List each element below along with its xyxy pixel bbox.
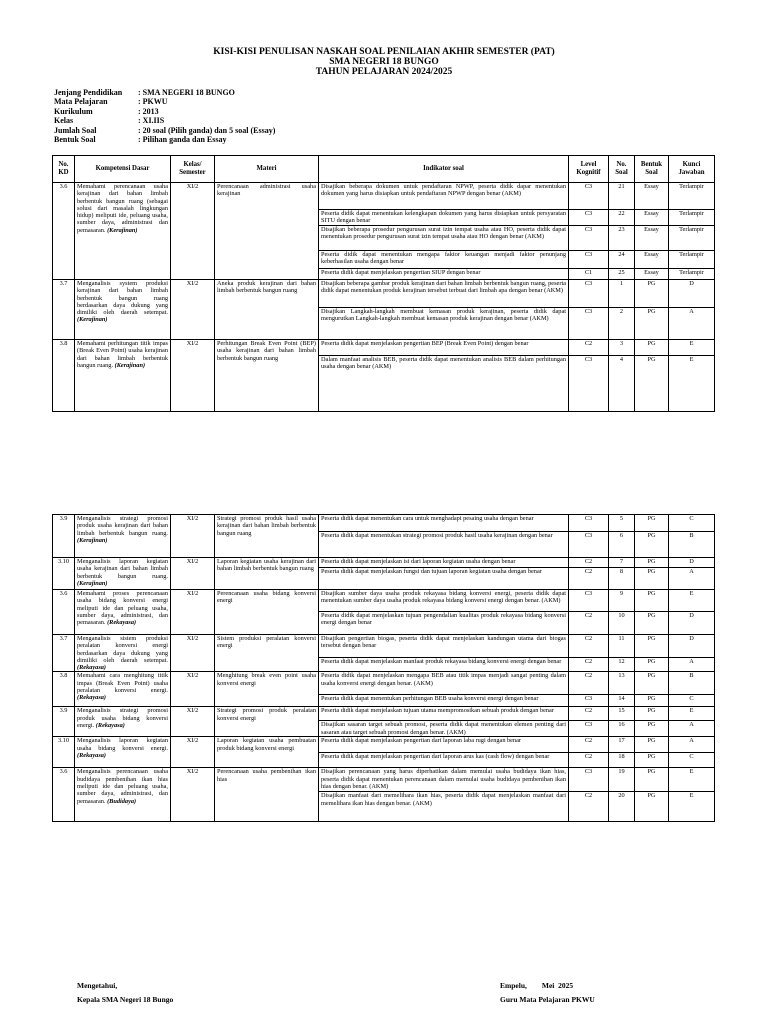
no-soal: 2 bbox=[609, 308, 635, 340]
level-kognitif: C3 bbox=[569, 356, 609, 412]
meta-row bbox=[54, 116, 275, 125]
no-soal: 24 bbox=[609, 251, 635, 269]
bentuk-soal: PG bbox=[635, 721, 669, 737]
kompetensi-dasar bbox=[75, 183, 171, 280]
level-kognitif: C2 bbox=[569, 340, 609, 356]
no-soal: 4 bbox=[609, 356, 635, 412]
no-soal: 18 bbox=[609, 753, 635, 768]
kunci-jawaban: C bbox=[669, 695, 715, 707]
kompetensi-dasar bbox=[75, 707, 171, 737]
kunci-jawaban: D bbox=[669, 635, 715, 658]
bentuk-soal: Essay bbox=[635, 269, 669, 280]
indikator-soal: Disajikan perencanaan yang harus diperhatikan dalam memulai usaha budidaya ikan hias, peserta didik dapat menentukan perencanaan dalam memulai usaha budidaya pembenihan ikan hias dengan benar. (AKM) bbox=[319, 768, 569, 792]
kompetensi-text: Menganalisis system produksi kerajinan dari bahan limbah berbentuk bangun ruang berdasarkan daya dukung yang dimiliki oleh daerah setempat. bbox=[77, 280, 168, 317]
footer-teacher-title: Guru Mata Pelajaran PKWU bbox=[500, 995, 595, 1004]
level-kognitif: C3 bbox=[569, 532, 609, 558]
meta-label: Jumlah Soal bbox=[54, 125, 97, 135]
kd-number: 3.9 bbox=[53, 707, 75, 737]
meta-row bbox=[54, 107, 275, 116]
bentuk-soal: PG bbox=[635, 695, 669, 707]
kompetensi-text: Memahami cara menghitung titik impas (Break Even Point) usaha peralatan konversi energi. bbox=[77, 672, 168, 695]
indikator-soal: Peserta didik dapat menentukan mengapa faktor keuangan menjadi faktor penunjang keberhasilan usaha dengan benar bbox=[319, 251, 569, 269]
meta-label: Kelas bbox=[54, 116, 74, 126]
kompetensi-dasar bbox=[75, 280, 171, 340]
indikator-soal: Peserta didik dapat menjelaskan pengertian dari laporan arus kas (cash flow) dengan benar bbox=[319, 753, 569, 768]
bentuk-soal: Essay bbox=[635, 210, 669, 226]
table-row bbox=[53, 672, 715, 695]
bentuk-soal: PG bbox=[635, 753, 669, 768]
materi: Strategi promosi produk hasil usaha kerajinan dari bahan limbah berbentuk bangun ruang bbox=[215, 515, 319, 558]
level-kognitif: C3 bbox=[569, 251, 609, 269]
meta-value: : Pilihan ganda dan Essay bbox=[138, 135, 227, 145]
bentuk-soal: PG bbox=[635, 280, 669, 308]
level-kognitif: C3 bbox=[569, 226, 609, 251]
kd-number: 3.8 bbox=[53, 672, 75, 707]
kisi-kisi-table-1 bbox=[52, 155, 715, 412]
no-soal: 7 bbox=[609, 558, 635, 568]
meta-value: : 20 soal (Pilih ganda) dan 5 soal (Essay) bbox=[138, 125, 276, 135]
indikator-soal: Disajikan beberapa prosedur pengurusan surat izin tempat usaha atau HO, peserta didik dapat menentukan prosedur pengurusan surat izin tempat usaha atau HO dengan benar (AKM) bbox=[319, 226, 569, 251]
indikator-soal: Peserta didik dapat menentukan perhitungan BEB usaha konversi energi dengan benar bbox=[319, 695, 569, 707]
no-soal: 15 bbox=[609, 707, 635, 721]
indikator-soal: Disajikan beberapa gambar produk kerajinan dari bahan limbah berbentuk bangun ruang, peserta didik dapat menentukan produk kerajinan tersebut terbuat dari limbah apa dengan benar (AKM) bbox=[319, 280, 569, 308]
indikator-soal: Peserta didik dapat menjelaskan pengertian dari laporan laba rugi dengan benar bbox=[319, 737, 569, 753]
kelas-semester: XI/2 bbox=[171, 280, 215, 340]
kd-number: 3.6 bbox=[53, 183, 75, 280]
kompetensi-dasar bbox=[75, 737, 171, 768]
indikator-soal: Peserta didik dapat menjelaskan fungsi dan tujuan laporan kegiatan usaha dengan benar bbox=[319, 568, 569, 590]
kd-number: 3.9 bbox=[53, 515, 75, 558]
bentuk-soal: PG bbox=[635, 356, 669, 412]
table-row bbox=[53, 737, 715, 753]
bentuk-soal: PG bbox=[635, 792, 669, 822]
bentuk-soal: Essay bbox=[635, 183, 669, 210]
table-row bbox=[53, 515, 715, 532]
no-soal: 5 bbox=[609, 515, 635, 532]
kompetensi-dasar bbox=[75, 340, 171, 412]
level-kognitif: C2 bbox=[569, 657, 609, 672]
footer-principal-title: Kepala SMA Negeri 18 Bungo bbox=[77, 995, 174, 1004]
no-soal: 8 bbox=[609, 568, 635, 590]
materi: Perhitungan Break Even Point (BEP) usaha kerajinan dari bahan limbah berbentuk bangun ruang bbox=[215, 340, 319, 412]
kelas-semester: XI/2 bbox=[171, 183, 215, 280]
materi: Strategi promosi produk peralatan konversi energi bbox=[215, 707, 319, 737]
meta-value: : 2013 bbox=[138, 106, 159, 116]
kompetensi-tag: (Kerajinan) bbox=[107, 226, 138, 234]
meta-row bbox=[54, 135, 275, 144]
col-header-bentuk: Bentuk Soal bbox=[635, 156, 669, 183]
document-meta bbox=[54, 88, 275, 144]
indikator-soal: Peserta didik dapat menjelaskan isi dari laporan kegiatan usaha dengan benar bbox=[319, 558, 569, 568]
meta-value: : XI.IIS bbox=[138, 116, 165, 126]
kompetensi-dasar bbox=[75, 515, 171, 558]
kd-number: 3.7 bbox=[53, 635, 75, 672]
indikator-soal: Peserta didik dapat menjelaskan tujuan utama mempromosikan sebuah produk dengan benar bbox=[319, 707, 569, 721]
table-row bbox=[53, 635, 715, 658]
kompetensi-text: Memahami perhitungan titik impas (Break Even Point) usaha kerajinan dari bahan limbah berbentuk bangun ruang. bbox=[77, 340, 168, 369]
no-soal: 13 bbox=[609, 672, 635, 695]
kompetensi-tag: (Kerajinan) bbox=[77, 536, 108, 544]
kunci-jawaban: A bbox=[669, 737, 715, 753]
level-kognitif: C2 bbox=[569, 568, 609, 590]
bentuk-soal: PG bbox=[635, 558, 669, 568]
bentuk-soal: PG bbox=[635, 672, 669, 695]
indikator-soal: Peserta didik dapat menentukan cara untuk menghadapi pesaing usaha dengan benar bbox=[319, 515, 569, 532]
level-kognitif: C2 bbox=[569, 737, 609, 753]
level-kognitif: C2 bbox=[569, 612, 609, 635]
level-kognitif: C3 bbox=[569, 280, 609, 308]
materi: Menghitung break even point usaha konversi energi bbox=[215, 672, 319, 707]
materi: Perencanaan administrasi usaha kerajinan bbox=[215, 183, 319, 280]
level-kognitif: C3 bbox=[569, 590, 609, 612]
level-kognitif: C3 bbox=[569, 768, 609, 792]
table-row bbox=[53, 340, 715, 356]
bentuk-soal: PG bbox=[635, 768, 669, 792]
kompetensi-text: Menganalisis strategi promosi produk usaha bidang konversi energi. bbox=[77, 707, 168, 730]
kd-number: 3.8 bbox=[53, 340, 75, 412]
bentuk-soal: PG bbox=[635, 657, 669, 672]
kunci-jawaban: Terlampir bbox=[669, 269, 715, 280]
kompetensi-tag: (Kerajinan) bbox=[77, 579, 108, 587]
kompetensi-dasar bbox=[75, 672, 171, 707]
col-header-indikator: Indikator soal bbox=[319, 156, 569, 183]
kelas-semester: XI/2 bbox=[171, 515, 215, 558]
kompetensi-dasar bbox=[75, 635, 171, 672]
level-kognitif: C3 bbox=[569, 308, 609, 340]
no-soal: 9 bbox=[609, 590, 635, 612]
bentuk-soal: PG bbox=[635, 612, 669, 635]
col-header-level: Level Kognitif bbox=[569, 156, 609, 183]
kompetensi-dasar bbox=[75, 590, 171, 635]
kompetensi-tag: (Budidaya) bbox=[107, 797, 137, 805]
indikator-soal: Peserta didik dapat menentukan kelengkapan dokumen yang harus disiapkan untuk persyaratan SITU dengan benar bbox=[319, 210, 569, 226]
indikator-soal: Peserta didik dapat menjelaskan manfaat produk rekayasa bidang konversi energi dengan benar bbox=[319, 657, 569, 672]
kunci-jawaban: E bbox=[669, 356, 715, 412]
kelas-semester: XI/2 bbox=[171, 768, 215, 822]
kompetensi-tag: (Rekayasa) bbox=[77, 664, 107, 672]
bentuk-soal: PG bbox=[635, 707, 669, 721]
kunci-jawaban: B bbox=[669, 532, 715, 558]
kunci-jawaban: D bbox=[669, 280, 715, 308]
no-soal: 16 bbox=[609, 721, 635, 737]
no-soal: 20 bbox=[609, 792, 635, 822]
level-kognitif: C2 bbox=[569, 753, 609, 768]
col-header-no-soal: No. Soal bbox=[609, 156, 635, 183]
footer-place-date: Empelu, Mei 2025 bbox=[500, 981, 574, 990]
kunci-jawaban: A bbox=[669, 568, 715, 590]
kompetensi-dasar bbox=[75, 558, 171, 590]
meta-value: : SMA NEGERI 18 BUNGO bbox=[138, 88, 235, 97]
kunci-jawaban: E bbox=[669, 590, 715, 612]
meta-label: Bentuk Soal bbox=[54, 135, 96, 145]
kunci-jawaban: E bbox=[669, 340, 715, 356]
bentuk-soal: Essay bbox=[635, 251, 669, 269]
level-kognitif: C2 bbox=[569, 635, 609, 658]
materi: Perencanaan usaha pembenihan ikan hias bbox=[215, 768, 319, 822]
kunci-jawaban: E bbox=[669, 792, 715, 822]
level-kognitif: C3 bbox=[569, 721, 609, 737]
bentuk-soal: PG bbox=[635, 340, 669, 356]
bentuk-soal: PG bbox=[635, 568, 669, 590]
kd-number: 3.6 bbox=[53, 768, 75, 822]
no-soal: 21 bbox=[609, 183, 635, 210]
kd-number: 3.6 bbox=[53, 590, 75, 635]
bentuk-soal: PG bbox=[635, 590, 669, 612]
col-header-no-kd: No. KD bbox=[53, 156, 75, 183]
kunci-jawaban: Terlampir bbox=[669, 226, 715, 251]
indikator-soal: Peserta didik dapat menjelaskan pengertian BEP (Break Even Point) dengan benar bbox=[319, 340, 569, 356]
bentuk-soal: PG bbox=[635, 532, 669, 558]
table-row bbox=[53, 183, 715, 210]
kompetensi-text: Memahami perencanaan usaha kerajinan dari bahan limbah berbentuk bangun ruang (sebagai solusi dari masalah lingkungan hidup) meliputi ide, peluang usaha, sumber daya, administrasi dan pemasaran. bbox=[77, 183, 168, 234]
bentuk-soal: Essay bbox=[635, 226, 669, 251]
materi: Perencanaan usaha bidang konversi energi bbox=[215, 590, 319, 635]
kompetensi-tag: (Kerajinan) bbox=[114, 361, 146, 369]
materi: Aneka produk kerajinan dari bahan limbah berbentuk bangun ruang bbox=[215, 280, 319, 340]
kompetensi-tag: (Rekayasa) bbox=[95, 722, 125, 730]
kunci-jawaban: Terlampir bbox=[669, 210, 715, 226]
col-header-kunci: Kunci Jawaban bbox=[669, 156, 715, 183]
indikator-soal: Peserta didik dapat menentukan strategi promosi produk hasil usaha kerajinan dengan benar bbox=[319, 532, 569, 558]
kompetensi-text: Menganalisis strategi promosi produk usaha kerajinan dari bahan limbah berbentuk bangun ruang. bbox=[77, 515, 168, 537]
level-kognitif: C2 bbox=[569, 672, 609, 695]
no-soal: 1 bbox=[609, 280, 635, 308]
bentuk-soal: PG bbox=[635, 737, 669, 753]
materi: Laporan kegiatan usaha pembuatan produk bidang konversi energi bbox=[215, 737, 319, 768]
meta-label: Jenjang Pendidikan bbox=[54, 88, 123, 97]
kunci-jawaban: E bbox=[669, 707, 715, 721]
meta-row bbox=[54, 88, 275, 97]
indikator-soal: Disajikan manfaat dari memelihara ikan hias, peserta didik dapat menjelaskan manfaat dari memelihara ikan hias dengan benar. (AKM) bbox=[319, 792, 569, 822]
level-kognitif: C2 bbox=[569, 558, 609, 568]
kelas-semester: XI/2 bbox=[171, 707, 215, 737]
kunci-jawaban: B bbox=[669, 672, 715, 695]
no-soal: 10 bbox=[609, 612, 635, 635]
kd-number: 3.10 bbox=[53, 558, 75, 590]
kisi-kisi-table-2 bbox=[52, 514, 715, 822]
level-kognitif: C2 bbox=[569, 707, 609, 721]
materi: Sistem produksi peralatan konversi energi bbox=[215, 635, 319, 672]
kunci-jawaban: C bbox=[669, 515, 715, 532]
indikator-soal: Peserta didik dapat menjelaskan tujuan pengendalian kualitas produk rekayasa bidang konversi energi dengan benar bbox=[319, 612, 569, 635]
kelas-semester: XI/2 bbox=[171, 737, 215, 768]
indikator-soal: Dalam manfaat analisis BEB, peserta didik dapat menentukan analisis BEB dalam perhitungan usaha dengan benar (AKM) bbox=[319, 356, 569, 412]
kelas-semester: XI/2 bbox=[171, 590, 215, 635]
indikator-soal: Disajikan Langkah-langkah membuat kemasan produk kerajinan, peserta didik dapat mengurutkan Langkah-langkah membuat kemasan produk kerajinan dengan benar (AKM) bbox=[319, 308, 569, 340]
kunci-jawaban: D bbox=[669, 612, 715, 635]
indikator-soal: Disajikan sasaran target sebuah promosi, peserta didik dapat menentukan elemen penting dari sasaran atau target sebuah promosi dengan benar. (AKM) bbox=[319, 721, 569, 737]
kompetensi-text: Memahami proses perencanaan usaha bidang konversi energi meliputi ide dan peluang usaha, sumber daya, administrasi, dan pemasaran. bbox=[77, 590, 168, 627]
level-kognitif: C3 bbox=[569, 210, 609, 226]
kompetensi-text: Menganalisis laporan kegiatan usaha kerajinan dari bahan limbah berbentuk bangun ruang. bbox=[77, 558, 168, 580]
no-soal: 6 bbox=[609, 532, 635, 558]
bentuk-soal: PG bbox=[635, 308, 669, 340]
no-soal: 25 bbox=[609, 269, 635, 280]
kd-number: 3.10 bbox=[53, 737, 75, 768]
bentuk-soal: PG bbox=[635, 635, 669, 658]
kompetensi-tag: (Rekayasa) bbox=[107, 619, 137, 627]
meta-row bbox=[54, 126, 275, 135]
kompetensi-tag: (Kerajinan) bbox=[77, 316, 108, 324]
meta-row bbox=[54, 97, 275, 106]
kelas-semester: XI/2 bbox=[171, 558, 215, 590]
kd-number: 3.7 bbox=[53, 280, 75, 340]
kunci-jawaban: Terlampir bbox=[669, 251, 715, 269]
indikator-soal: Disajikan sumber daya usaha produk rekayasa bidang konversi energi, peserta didik dapat menentukan sumber daya usaha produk rekayasa bidang konversi energi dengan benar. (AKM) bbox=[319, 590, 569, 612]
level-kognitif: C3 bbox=[569, 515, 609, 532]
kunci-jawaban: E bbox=[669, 768, 715, 792]
table-row bbox=[53, 280, 715, 308]
footer-acknowledge: Mengetahui, bbox=[77, 981, 118, 990]
indikator-soal: Peserta didik dapat menjelaskan pengertian SIUP dengan benar bbox=[319, 269, 569, 280]
no-soal: 3 bbox=[609, 340, 635, 356]
kompetensi-tag: (Rekayasa) bbox=[77, 694, 107, 702]
level-kognitif: C3 bbox=[569, 183, 609, 210]
no-soal: 14 bbox=[609, 695, 635, 707]
table-row bbox=[53, 590, 715, 612]
no-soal: 23 bbox=[609, 226, 635, 251]
kunci-jawaban: A bbox=[669, 657, 715, 672]
meta-label: Mata Pelajaran bbox=[54, 97, 108, 107]
kunci-jawaban: Terlampir bbox=[669, 183, 715, 210]
col-header-kompetensi: Kompetensi Dasar bbox=[75, 156, 171, 183]
level-kognitif: C2 bbox=[569, 792, 609, 822]
kompetensi-dasar bbox=[75, 768, 171, 822]
doc-title-line-1: KISI-KISI PENULISAN NASKAH SOAL PENILAIAN AKHIR SEMESTER (PAT) bbox=[213, 47, 555, 57]
no-soal: 22 bbox=[609, 210, 635, 226]
no-soal: 19 bbox=[609, 768, 635, 792]
indikator-soal: Disajikan pengertian biogas, peserta didik dapat menjelaskan kandungan utama dari biogas tersebut dengan benar bbox=[319, 635, 569, 658]
no-soal: 11 bbox=[609, 635, 635, 658]
col-header-kelas: Kelas/ Semester bbox=[171, 156, 215, 183]
kunci-jawaban: D bbox=[669, 558, 715, 568]
no-soal: 17 bbox=[609, 737, 635, 753]
meta-value: : PKWU bbox=[138, 97, 168, 107]
kunci-jawaban: C bbox=[669, 753, 715, 768]
meta-label: Kurikulum bbox=[54, 106, 93, 116]
kompetensi-text: Menganalisis sistem produksi peralatan konversi energi berdasarkan daya dukung yang dimiliki oleh daerah setempat. bbox=[77, 635, 168, 664]
kelas-semester: XI/2 bbox=[171, 340, 215, 412]
doc-title-line-2: SMA NEGERI 18 BUNGO bbox=[329, 57, 439, 67]
table-row bbox=[53, 707, 715, 721]
doc-title-line-3: TAHUN PELAJARAN 2024/2025 bbox=[315, 67, 453, 77]
kompetensi-text: Menganalisis laporan kegiatan usaha bidang konversi energi. bbox=[77, 737, 168, 752]
table-row bbox=[53, 558, 715, 568]
indikator-soal: Peserta didik dapat menjelaskan mengapa BEB atau titik impas menjadi sangat penting dalam usaha konversi energi dengan benar. (AKM) bbox=[319, 672, 569, 695]
kompetensi-text: Menganalisis perencanaan usaha budidaya pembenihan ikan hias meliputi ide dan peluang usaha, sumber daya, administrasi, dan pemasaran. bbox=[77, 768, 168, 805]
level-kognitif: C1 bbox=[569, 269, 609, 280]
kunci-jawaban: A bbox=[669, 308, 715, 340]
no-soal: 12 bbox=[609, 657, 635, 672]
col-header-materi: Materi bbox=[215, 156, 319, 183]
table-row bbox=[53, 768, 715, 792]
kunci-jawaban: A bbox=[669, 721, 715, 737]
kelas-semester: XI/2 bbox=[171, 672, 215, 707]
bentuk-soal: PG bbox=[635, 515, 669, 532]
kompetensi-tag: (Rekayasa) bbox=[77, 752, 107, 760]
materi: Laporan kegiatan usaha kerajinan dari bahan limbah berbentuk bangun ruang bbox=[215, 558, 319, 590]
level-kognitif: C3 bbox=[569, 695, 609, 707]
indikator-soal: Disajikan beberapa dokumen untuk pendaftaran NPWP, peserta didik dapar menentukan dokumen yang harus disiapkan untuk pendaftaran NPWP dengan benar (AKM) bbox=[319, 183, 569, 210]
kelas-semester: XI/2 bbox=[171, 635, 215, 672]
